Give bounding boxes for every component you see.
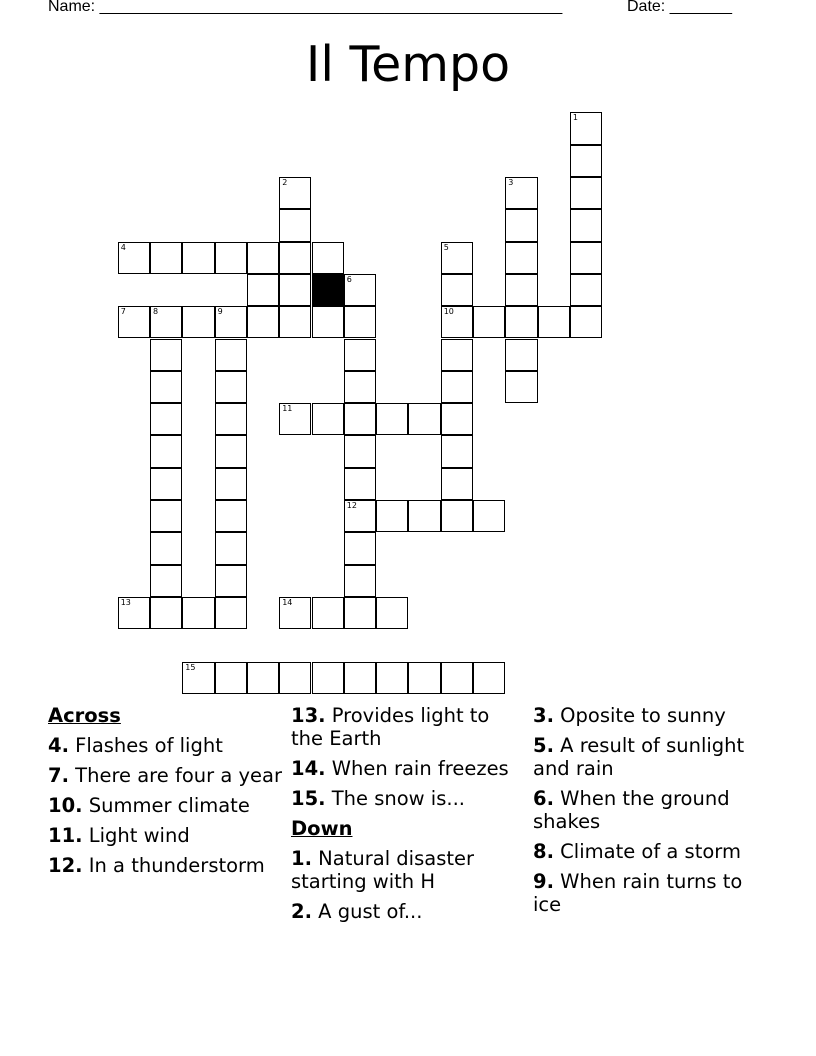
- grid-cell[interactable]: [408, 500, 440, 532]
- grid-cell[interactable]: [279, 209, 311, 241]
- cell-number: 12: [346, 501, 357, 510]
- clue-text: Climate of a storm: [553, 840, 741, 863]
- grid-cell[interactable]: [376, 597, 408, 629]
- grid-cell[interactable]: [505, 209, 537, 241]
- clue-number: 7.: [48, 764, 69, 787]
- clue-down-3: [533, 704, 769, 727]
- grid-cell[interactable]: [279, 662, 311, 694]
- grid-cell[interactable]: [344, 468, 376, 500]
- grid-cell[interactable]: [344, 306, 376, 338]
- grid-cell[interactable]: [279, 403, 311, 435]
- grid-cell[interactable]: [344, 371, 376, 403]
- grid-cell[interactable]: [344, 662, 376, 694]
- grid-cell[interactable]: [279, 177, 311, 209]
- grid-cell[interactable]: [441, 468, 473, 500]
- grid-cell[interactable]: [408, 403, 440, 435]
- clue-across-11: [48, 824, 284, 847]
- grid-cell[interactable]: [441, 274, 473, 306]
- grid-cell[interactable]: [505, 242, 537, 274]
- clue-text: There are four a year: [68, 764, 282, 787]
- cell-number: 14: [282, 597, 293, 607]
- clue-across-12: [48, 854, 284, 877]
- page-title: Il Tempo: [305, 36, 511, 93]
- grid-cell[interactable]: [312, 403, 344, 435]
- grid-cell[interactable]: [408, 662, 440, 694]
- clue-number: 9.: [533, 870, 554, 893]
- clue-text: A gust of...: [311, 900, 423, 923]
- cell-number: 1: [572, 113, 578, 123]
- clue-across-4: [48, 734, 284, 757]
- clue-down-9: [533, 870, 769, 916]
- clue-down-2: [291, 900, 527, 923]
- grid-cell[interactable]: [150, 371, 182, 403]
- grid-cell[interactable]: [182, 306, 214, 338]
- grid-cell[interactable]: [344, 500, 376, 532]
- clue-down-8: [533, 840, 769, 863]
- clue-text: Oposite to sunny: [553, 704, 726, 727]
- grid-cell[interactable]: [344, 274, 376, 306]
- grid-cell[interactable]: [505, 371, 537, 403]
- clue-text: Summer climate: [82, 794, 250, 817]
- clue-text: When rain turns to ice: [533, 870, 743, 916]
- clue-across-7: [48, 764, 284, 787]
- grid-cell[interactable]: [376, 662, 408, 694]
- grid-cell[interactable]: [247, 662, 279, 694]
- clue-number: 3.: [533, 704, 554, 727]
- clue-text: In a thunderstorm: [82, 854, 265, 877]
- clue-number: 1.: [291, 847, 312, 870]
- clue-down-5: [533, 734, 769, 780]
- grid-cell[interactable]: [441, 403, 473, 435]
- grid-cell[interactable]: [538, 306, 570, 338]
- clues-column-1: [48, 704, 284, 884]
- clue-down-1: [291, 847, 527, 893]
- clue-text: When rain freezes: [325, 757, 509, 780]
- grid-cell[interactable]: [150, 500, 182, 532]
- clue-number: 6.: [533, 787, 554, 810]
- cell-number: 5: [443, 242, 449, 252]
- clue-across-10: [48, 794, 284, 817]
- down-heading: Down: [291, 817, 353, 840]
- clue-text: Natural disaster starting with H: [291, 847, 475, 893]
- clue-number: 5.: [533, 734, 554, 757]
- cell-number: 9: [217, 307, 223, 317]
- grid-cell[interactable]: [150, 403, 182, 435]
- grid-cell[interactable]: [312, 242, 344, 274]
- grid-cell[interactable]: [376, 403, 408, 435]
- clue-text: The snow is...: [325, 787, 465, 810]
- grid-cell[interactable]: [441, 242, 473, 274]
- grid-cell[interactable]: [215, 435, 247, 467]
- grid-cell[interactable]: [473, 306, 505, 338]
- grid-cell[interactable]: [312, 597, 344, 629]
- grid-cell[interactable]: [441, 500, 473, 532]
- grid-cell[interactable]: [473, 500, 505, 532]
- grid-cell[interactable]: [570, 274, 602, 306]
- grid-cell[interactable]: [118, 242, 150, 274]
- grid-cell[interactable]: [215, 306, 247, 338]
- cell-number: 13: [120, 597, 131, 607]
- grid-cell[interactable]: [376, 500, 408, 532]
- grid-cell[interactable]: [182, 597, 214, 629]
- clue-down-6: [533, 787, 769, 833]
- grid-cell[interactable]: [312, 662, 344, 694]
- grid-cell[interactable]: [279, 306, 311, 338]
- grid-cell[interactable]: [118, 306, 150, 338]
- clue-number: 13.: [291, 704, 326, 727]
- grid-cell[interactable]: [150, 435, 182, 467]
- grid-cell[interactable]: [441, 662, 473, 694]
- cell-number: 8: [153, 307, 159, 317]
- grid-cell[interactable]: [570, 209, 602, 241]
- grid-cell[interactable]: [150, 242, 182, 274]
- grid-cell[interactable]: [570, 242, 602, 274]
- clue-number: 10.: [48, 794, 83, 817]
- grid-cell[interactable]: [344, 403, 376, 435]
- across-heading: Across: [48, 704, 121, 727]
- name-field: Name: ____________________________________________________: [48, 0, 563, 15]
- grid-cell[interactable]: [570, 112, 602, 144]
- grid-cell[interactable]: [441, 306, 473, 338]
- clue-text: Flashes of light: [68, 734, 223, 757]
- grid-cell[interactable]: [247, 274, 279, 306]
- cell-number: 7: [120, 307, 126, 317]
- clue-number: 12.: [48, 854, 83, 877]
- grid-cell[interactable]: [570, 145, 602, 177]
- cell-number: 6: [346, 274, 352, 284]
- grid-cell[interactable]: [150, 339, 182, 371]
- cell-number: 2: [282, 178, 288, 187]
- grid-cell[interactable]: [215, 242, 247, 274]
- clue-text: Light wind: [82, 824, 190, 847]
- clue-number: 15.: [291, 787, 326, 810]
- cell-number: 4: [120, 242, 126, 252]
- clue-number: 14.: [291, 757, 326, 780]
- clues-column-3: [533, 704, 769, 923]
- clue-text: When the ground shakes: [533, 787, 730, 833]
- grid-cell[interactable]: [344, 339, 376, 371]
- clue-number: 8.: [533, 840, 554, 863]
- date-field: Date: _______: [627, 0, 732, 15]
- grid-cell[interactable]: [344, 597, 376, 629]
- grid-cell[interactable]: [150, 597, 182, 629]
- clue-across-15: [291, 787, 527, 810]
- grid-cell[interactable]: [279, 274, 311, 306]
- grid-cell[interactable]: [215, 500, 247, 532]
- grid-cell[interactable]: [344, 435, 376, 467]
- grid-cell[interactable]: [505, 339, 537, 371]
- grid-cell[interactable]: [150, 532, 182, 564]
- grid-cell[interactable]: [441, 371, 473, 403]
- grid-cell[interactable]: [215, 339, 247, 371]
- cell-number: 3: [508, 178, 514, 187]
- grid-cell[interactable]: [215, 468, 247, 500]
- grid-cell[interactable]: [312, 306, 344, 338]
- clues-column-2: [291, 704, 527, 930]
- grid-cell[interactable]: [505, 274, 537, 306]
- grid-cell[interactable]: [182, 242, 214, 274]
- cell-number: 11: [282, 404, 293, 414]
- grid-cell[interactable]: [279, 242, 311, 274]
- grid-cell[interactable]: [247, 306, 279, 338]
- grid-cell[interactable]: [505, 306, 537, 338]
- grid-cell[interactable]: [570, 177, 602, 209]
- grid-cell[interactable]: [182, 662, 214, 694]
- grid-cell[interactable]: [473, 662, 505, 694]
- grid-cell[interactable]: [441, 435, 473, 467]
- grid-cell[interactable]: [247, 242, 279, 274]
- cell-number: 15: [185, 662, 196, 672]
- clue-across-14: [291, 757, 527, 780]
- clue-number: 11.: [48, 824, 83, 847]
- grid-cell[interactable]: [570, 306, 602, 338]
- grid-cell[interactable]: [215, 565, 247, 597]
- grid-cell[interactable]: [215, 403, 247, 435]
- grid-cell[interactable]: [150, 565, 182, 597]
- grid-cell[interactable]: [215, 597, 247, 629]
- grid-cell[interactable]: [215, 532, 247, 564]
- clue-number: 4.: [48, 734, 69, 757]
- grid-cell[interactable]: [344, 532, 376, 564]
- grid-cell[interactable]: [150, 306, 182, 338]
- grid-cell[interactable]: [118, 597, 150, 629]
- grid-cell[interactable]: [150, 468, 182, 500]
- clue-text: A result of sunlight and rain: [533, 734, 745, 780]
- grid-cell[interactable]: [215, 662, 247, 694]
- clue-text: Provides light to the Earth: [291, 704, 490, 750]
- grid-cell[interactable]: [215, 371, 247, 403]
- black-cell: [312, 274, 344, 306]
- clue-across-13: [291, 704, 527, 750]
- grid-cell[interactable]: [344, 565, 376, 597]
- grid-cell[interactable]: [441, 339, 473, 371]
- cell-number: 10: [443, 307, 454, 317]
- clue-number: 2.: [291, 900, 312, 923]
- grid-cell[interactable]: [505, 177, 537, 209]
- grid-cell[interactable]: [279, 597, 311, 629]
